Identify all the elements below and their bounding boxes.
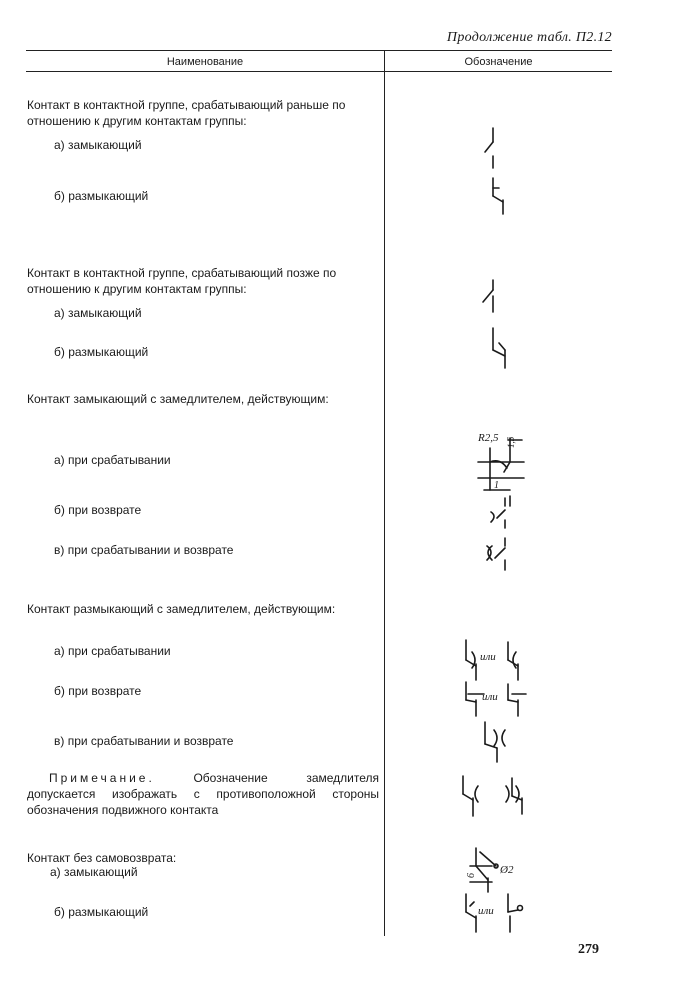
symbol-break-delay-both: [485, 722, 505, 762]
section-2-item-b: б) размыкающий: [54, 345, 149, 359]
table-top-rule: [26, 50, 612, 51]
section-1-item-a: а) замыкающий: [54, 138, 142, 152]
symbol-note-variant-1: [463, 776, 478, 816]
symbol-make-delay-return: [491, 498, 505, 528]
symbol-note-variant-2: [506, 778, 522, 814]
section-2-title: Контакт в контактной группе, срабатывающий позже по отношению к другим контактам группы:: [27, 266, 337, 296]
section-4-item-c: в) при срабатывании и возврате: [54, 734, 234, 748]
section-6-item-a: а) замыкающий: [50, 865, 138, 879]
or-word-3: или: [478, 905, 494, 917]
symbols-canvas: [386, 72, 612, 938]
section-1-item-b: б) размыкающий: [54, 189, 149, 203]
section-3-item-b: б) при возврате: [54, 503, 142, 517]
column-header-symbol: Обозначение: [464, 56, 533, 68]
symbol-late-break-contact: [493, 328, 505, 368]
note-label: Примечание.: [49, 771, 155, 785]
symbol-latching-break-contact: [466, 894, 523, 932]
symbol-late-make-contact: [483, 280, 493, 312]
table-continuation-caption: Продолжение табл. П2.12: [446, 30, 612, 45]
symbol-make-delay-operation: [478, 438, 524, 506]
section-6-item-b: б) размыкающий: [54, 905, 149, 919]
section-1-title: Контакт в контактной группе, срабатывающий раньше по отношению к другим контактам группы:: [27, 98, 346, 128]
section-4-item-b: б) при возврате: [54, 684, 142, 698]
note-text: Обозначение замедлителя допускается изображать с противоположной стороны обозначения подвижного контакта: [27, 771, 379, 817]
symbol-latching-make-contact: [470, 848, 498, 892]
or-word-2: или: [482, 691, 498, 703]
column-header-name: Наименование: [166, 56, 244, 68]
dim-height: 1,5: [506, 436, 516, 448]
or-word-1: или: [480, 651, 496, 663]
section-4-title: Контакт размыкающий с замедлителем, действующим:: [27, 602, 336, 616]
symbol-early-make-contact: [485, 128, 493, 168]
table-column-divider: [384, 50, 385, 936]
section-6-title: Контакт без самовозврата:: [27, 851, 177, 865]
section-2-item-a: а) замыкающий: [54, 306, 142, 320]
symbol-early-break-contact: [493, 178, 503, 214]
page-number: 279: [578, 942, 599, 957]
dim-width: 1: [494, 480, 499, 491]
section-3-item-a: а) при срабатывании: [54, 453, 171, 467]
dim-radius: R2,5: [478, 432, 499, 444]
section-3-title: Контакт замыкающий с замедлителем, действующим:: [27, 392, 329, 406]
section-4-item-a: а) при срабатывании: [54, 644, 171, 658]
section-3-item-c: в) при срабатывании и возврате: [54, 543, 234, 557]
dim-size-6: 6: [466, 873, 477, 878]
symbol-make-delay-both: [487, 538, 505, 570]
dim-diameter: Ø2: [500, 864, 514, 876]
note-block: [27, 770, 379, 818]
